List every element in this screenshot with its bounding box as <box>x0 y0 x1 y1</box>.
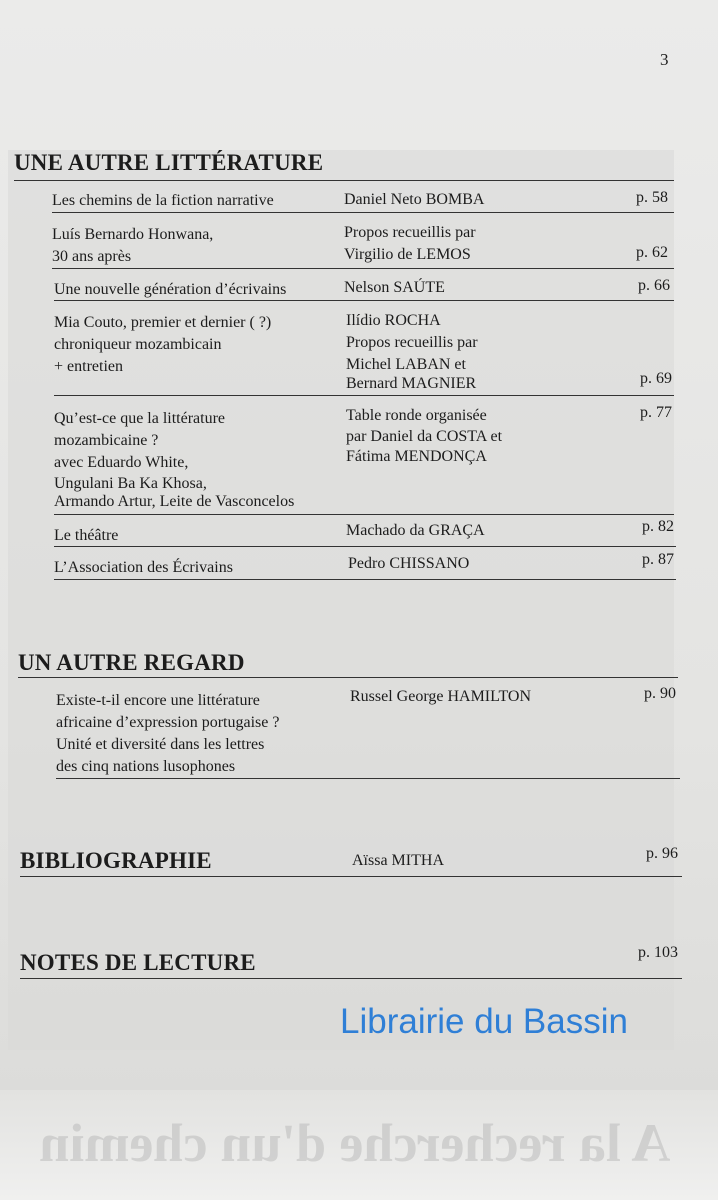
entry-title-line: Qu’est-ce que la littérature <box>54 410 226 427</box>
entry-rule <box>52 268 674 269</box>
entry-page: p. 82 <box>642 518 674 535</box>
section-rule <box>20 876 682 877</box>
entry-title-line: africaine d’expression portugaise ? <box>56 714 280 731</box>
entry-author-line: Pedro CHISSANO <box>348 555 470 572</box>
entry-author-line: Daniel Neto BOMBA <box>344 191 485 208</box>
entry-author-line: Ilídio ROCHA <box>346 312 441 329</box>
entry-title-line: Unité et diversité dans les lettres <box>56 736 265 753</box>
entry-page: p. 58 <box>636 189 668 206</box>
bibliographie-page: p. 96 <box>646 845 678 862</box>
entry-title-line: Armando Artur, Leite de Vasconcelos <box>54 493 295 510</box>
entry-title-line: Une nouvelle génération d’écrivains <box>54 281 287 298</box>
entry-title-line: Les chemins de la fiction narrative <box>52 192 274 209</box>
entry-title-line: Mia Couto, premier et dernier ( ?) <box>54 314 272 331</box>
entry-title-line: + entretien <box>54 358 123 375</box>
entry-author-line: Fátima MENDONÇA <box>346 448 487 465</box>
entry-page: p. 90 <box>644 685 676 702</box>
entry-rule <box>54 579 676 580</box>
section-rule <box>20 978 682 979</box>
entry-page: p. 62 <box>636 244 668 261</box>
entry-rule <box>54 300 674 301</box>
section-title-autre-litterature: UNE AUTRE LITTÉRATURE <box>14 150 324 175</box>
entry-rule <box>56 778 680 779</box>
entry-title-line: Le théâtre <box>54 527 119 544</box>
entry-rule <box>54 546 676 547</box>
entry-title-line: L’Association des Écrivains <box>54 559 233 576</box>
entry-author-line: Russel George HAMILTON <box>350 688 532 705</box>
notes-page: p. 103 <box>638 944 678 961</box>
entry-author-line: par Daniel da COSTA et <box>346 428 503 445</box>
back-cover-show-through-text: A la recherche d'un chemin <box>39 1113 671 1173</box>
entry-title-line: avec Eduardo White, <box>54 454 189 471</box>
entry-author-line: Virgilio de LEMOS <box>344 246 471 263</box>
section-title-notes-de-lecture: NOTES DE LECTURE <box>20 950 256 975</box>
section-title-autre-regard: UN AUTRE REGARD <box>18 650 245 675</box>
bibliographie-author: Aïssa MITHA <box>352 852 444 869</box>
entry-title-line: chroniqueur mozambicain <box>54 336 222 353</box>
page-number: 3 <box>660 50 669 69</box>
section-rule <box>18 677 678 678</box>
entry-author-line: Table ronde organisée <box>346 407 487 424</box>
entry-author-line: Michel LABAN et <box>346 356 466 373</box>
section-title-bibliographie: BIBLIOGRAPHIE <box>20 848 212 873</box>
entry-page: p. 66 <box>638 277 670 294</box>
entry-title-line: 30 ans après <box>52 248 132 265</box>
entry-rule <box>54 395 674 396</box>
entry-rule <box>52 212 674 213</box>
entry-author-line: Machado da GRAÇA <box>346 522 485 539</box>
entry-title-line: des cinq nations lusophones <box>56 758 236 775</box>
entry-rule <box>54 514 674 515</box>
entry-title-line: mozambicaine ? <box>54 432 159 449</box>
entry-title-line: Ungulani Ba Ka Khosa, <box>54 475 207 492</box>
entry-author-line: Bernard MAGNIER <box>346 375 477 392</box>
seller-watermark: Librairie du Bassin <box>340 1002 628 1041</box>
entry-title-line: Existe-t-il encore une littérature <box>56 692 260 709</box>
entry-title-line: Luís Bernardo Honwana, <box>52 226 214 243</box>
section-rule <box>14 180 674 181</box>
entry-author-line: Propos recueillis par <box>346 334 478 351</box>
entry-page: p. 77 <box>640 404 672 421</box>
entry-author-line: Nelson SAÚTE <box>344 279 445 296</box>
entry-author-line: Propos recueillis par <box>344 224 476 241</box>
entry-page: p. 69 <box>640 370 672 387</box>
entry-page: p. 87 <box>642 551 674 568</box>
